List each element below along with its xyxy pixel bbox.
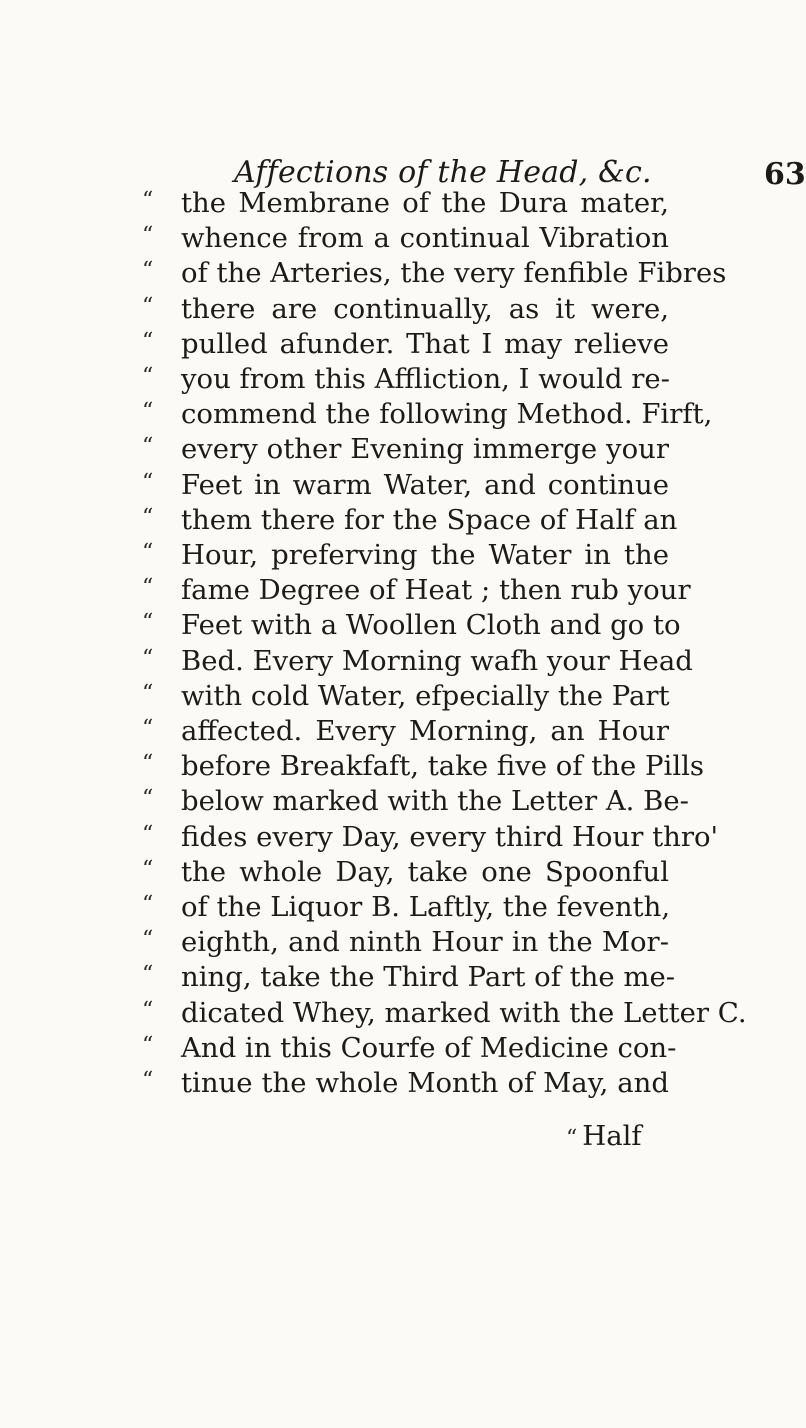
line-text: Feet with a Woollen Cloth and go to bbox=[181, 609, 681, 642]
line-text: And in this Courfe of Medicine con- bbox=[181, 1031, 677, 1064]
quote-mark: “ bbox=[142, 364, 153, 389]
text-line bbox=[0, 292, 800, 330]
line-text: affected. Every Morning, an Hour bbox=[181, 715, 669, 747]
line-text: whence from a continual Vibration bbox=[181, 222, 669, 255]
text-line bbox=[0, 644, 800, 682]
line-text: Feet in warm Water, and continue bbox=[181, 468, 669, 501]
line-text: them there for the Space of Half an bbox=[181, 503, 678, 536]
quote-mark: “ bbox=[142, 1032, 153, 1058]
line-text: the Membrane of the Dura mater, bbox=[181, 187, 669, 219]
text-line bbox=[0, 221, 800, 259]
quote-mark: “ bbox=[142, 680, 153, 706]
text-line bbox=[0, 925, 800, 963]
line-text: Hour, preferving the Water in the bbox=[181, 539, 669, 571]
text-line bbox=[0, 820, 800, 858]
quote-mark: “ bbox=[142, 223, 153, 249]
line-text: fame Degree of Heat ; then rub your bbox=[181, 574, 691, 607]
line-text: tinue the whole Month of May, and bbox=[181, 1067, 669, 1099]
line-text: pulled afunder. That I may relieve bbox=[181, 327, 669, 360]
quote-mark: “ bbox=[142, 716, 153, 741]
quote-mark: “ bbox=[142, 821, 153, 847]
quote-mark: “ bbox=[142, 997, 153, 1023]
quote-mark: “ bbox=[142, 328, 153, 354]
text-line bbox=[0, 432, 800, 470]
quote-mark: “ bbox=[142, 293, 153, 319]
line-text: dicated Whey, marked with the Letter C. bbox=[181, 996, 747, 1029]
text-line bbox=[0, 749, 800, 787]
text-line bbox=[0, 538, 800, 576]
quote-mark: “ bbox=[142, 540, 153, 565]
quote-mark: “ bbox=[566, 1126, 577, 1151]
text-line bbox=[0, 256, 800, 294]
text-line bbox=[0, 1031, 800, 1069]
line-text: of the Liquor B. Laftly, the feventh, bbox=[181, 891, 671, 923]
text-line bbox=[0, 679, 800, 717]
quote-mark: “ bbox=[142, 962, 153, 988]
line-text: with cold Water, efpecially the Part bbox=[181, 679, 670, 712]
line-text: commend the following Method. Firft, bbox=[181, 398, 713, 431]
line-text: Bed. Every Morning wafh your Head bbox=[181, 644, 693, 677]
text-line bbox=[0, 996, 800, 1034]
line-text: fides every Day, every third Hour thro' bbox=[181, 820, 719, 853]
quote-mark: “ bbox=[142, 399, 153, 425]
page-number: 63 bbox=[764, 157, 806, 192]
quote-mark: “ bbox=[142, 645, 153, 671]
line-text: every other Evening immerge your bbox=[181, 433, 669, 466]
quote-mark: “ bbox=[142, 575, 153, 601]
line-text: the whole Day, take one Spoonful bbox=[181, 855, 669, 888]
text-line bbox=[0, 784, 800, 822]
line-text: you from this Affliction, I would re- bbox=[181, 363, 670, 395]
line-text: eighth, and ninth Hour in the Mor- bbox=[181, 926, 669, 959]
quote-mark: “ bbox=[142, 856, 153, 882]
quote-mark: “ bbox=[142, 786, 153, 812]
text-line bbox=[0, 503, 800, 541]
text-line bbox=[0, 186, 800, 224]
quote-mark: “ bbox=[142, 892, 153, 917]
quote-mark: “ bbox=[142, 927, 153, 953]
line-text: of the Arteries, the very fenfible Fibres bbox=[181, 257, 727, 290]
text-line bbox=[0, 890, 800, 928]
line-text: there are continually, as it were, bbox=[181, 292, 669, 325]
quote-mark: “ bbox=[142, 504, 153, 530]
quote-mark: “ bbox=[142, 610, 153, 636]
line-text: ning, take the Third Part of the me- bbox=[181, 961, 676, 994]
quote-mark: “ bbox=[142, 188, 153, 213]
quote-mark: “ bbox=[142, 434, 153, 460]
text-line bbox=[0, 468, 800, 506]
catchword-text: Half bbox=[582, 1120, 642, 1152]
text-line bbox=[0, 327, 800, 365]
text-line bbox=[0, 960, 800, 998]
text-line bbox=[0, 714, 800, 752]
quote-mark: “ bbox=[142, 751, 153, 777]
quote-mark: “ bbox=[142, 469, 153, 495]
text-line bbox=[0, 362, 800, 400]
line-text: below marked with the Letter A. Be- bbox=[181, 785, 689, 818]
text-line bbox=[0, 1066, 800, 1104]
quote-mark: “ bbox=[142, 1068, 153, 1093]
text-line bbox=[0, 855, 800, 893]
text-line bbox=[0, 397, 800, 435]
text-line bbox=[0, 608, 800, 646]
quote-mark: “ bbox=[142, 258, 153, 284]
running-title: Affections of the Head, &c. bbox=[234, 155, 652, 190]
text-line bbox=[0, 573, 800, 611]
line-text: before Breakfaft, take five of the Pills bbox=[181, 750, 705, 783]
catchword bbox=[566, 1120, 642, 1152]
